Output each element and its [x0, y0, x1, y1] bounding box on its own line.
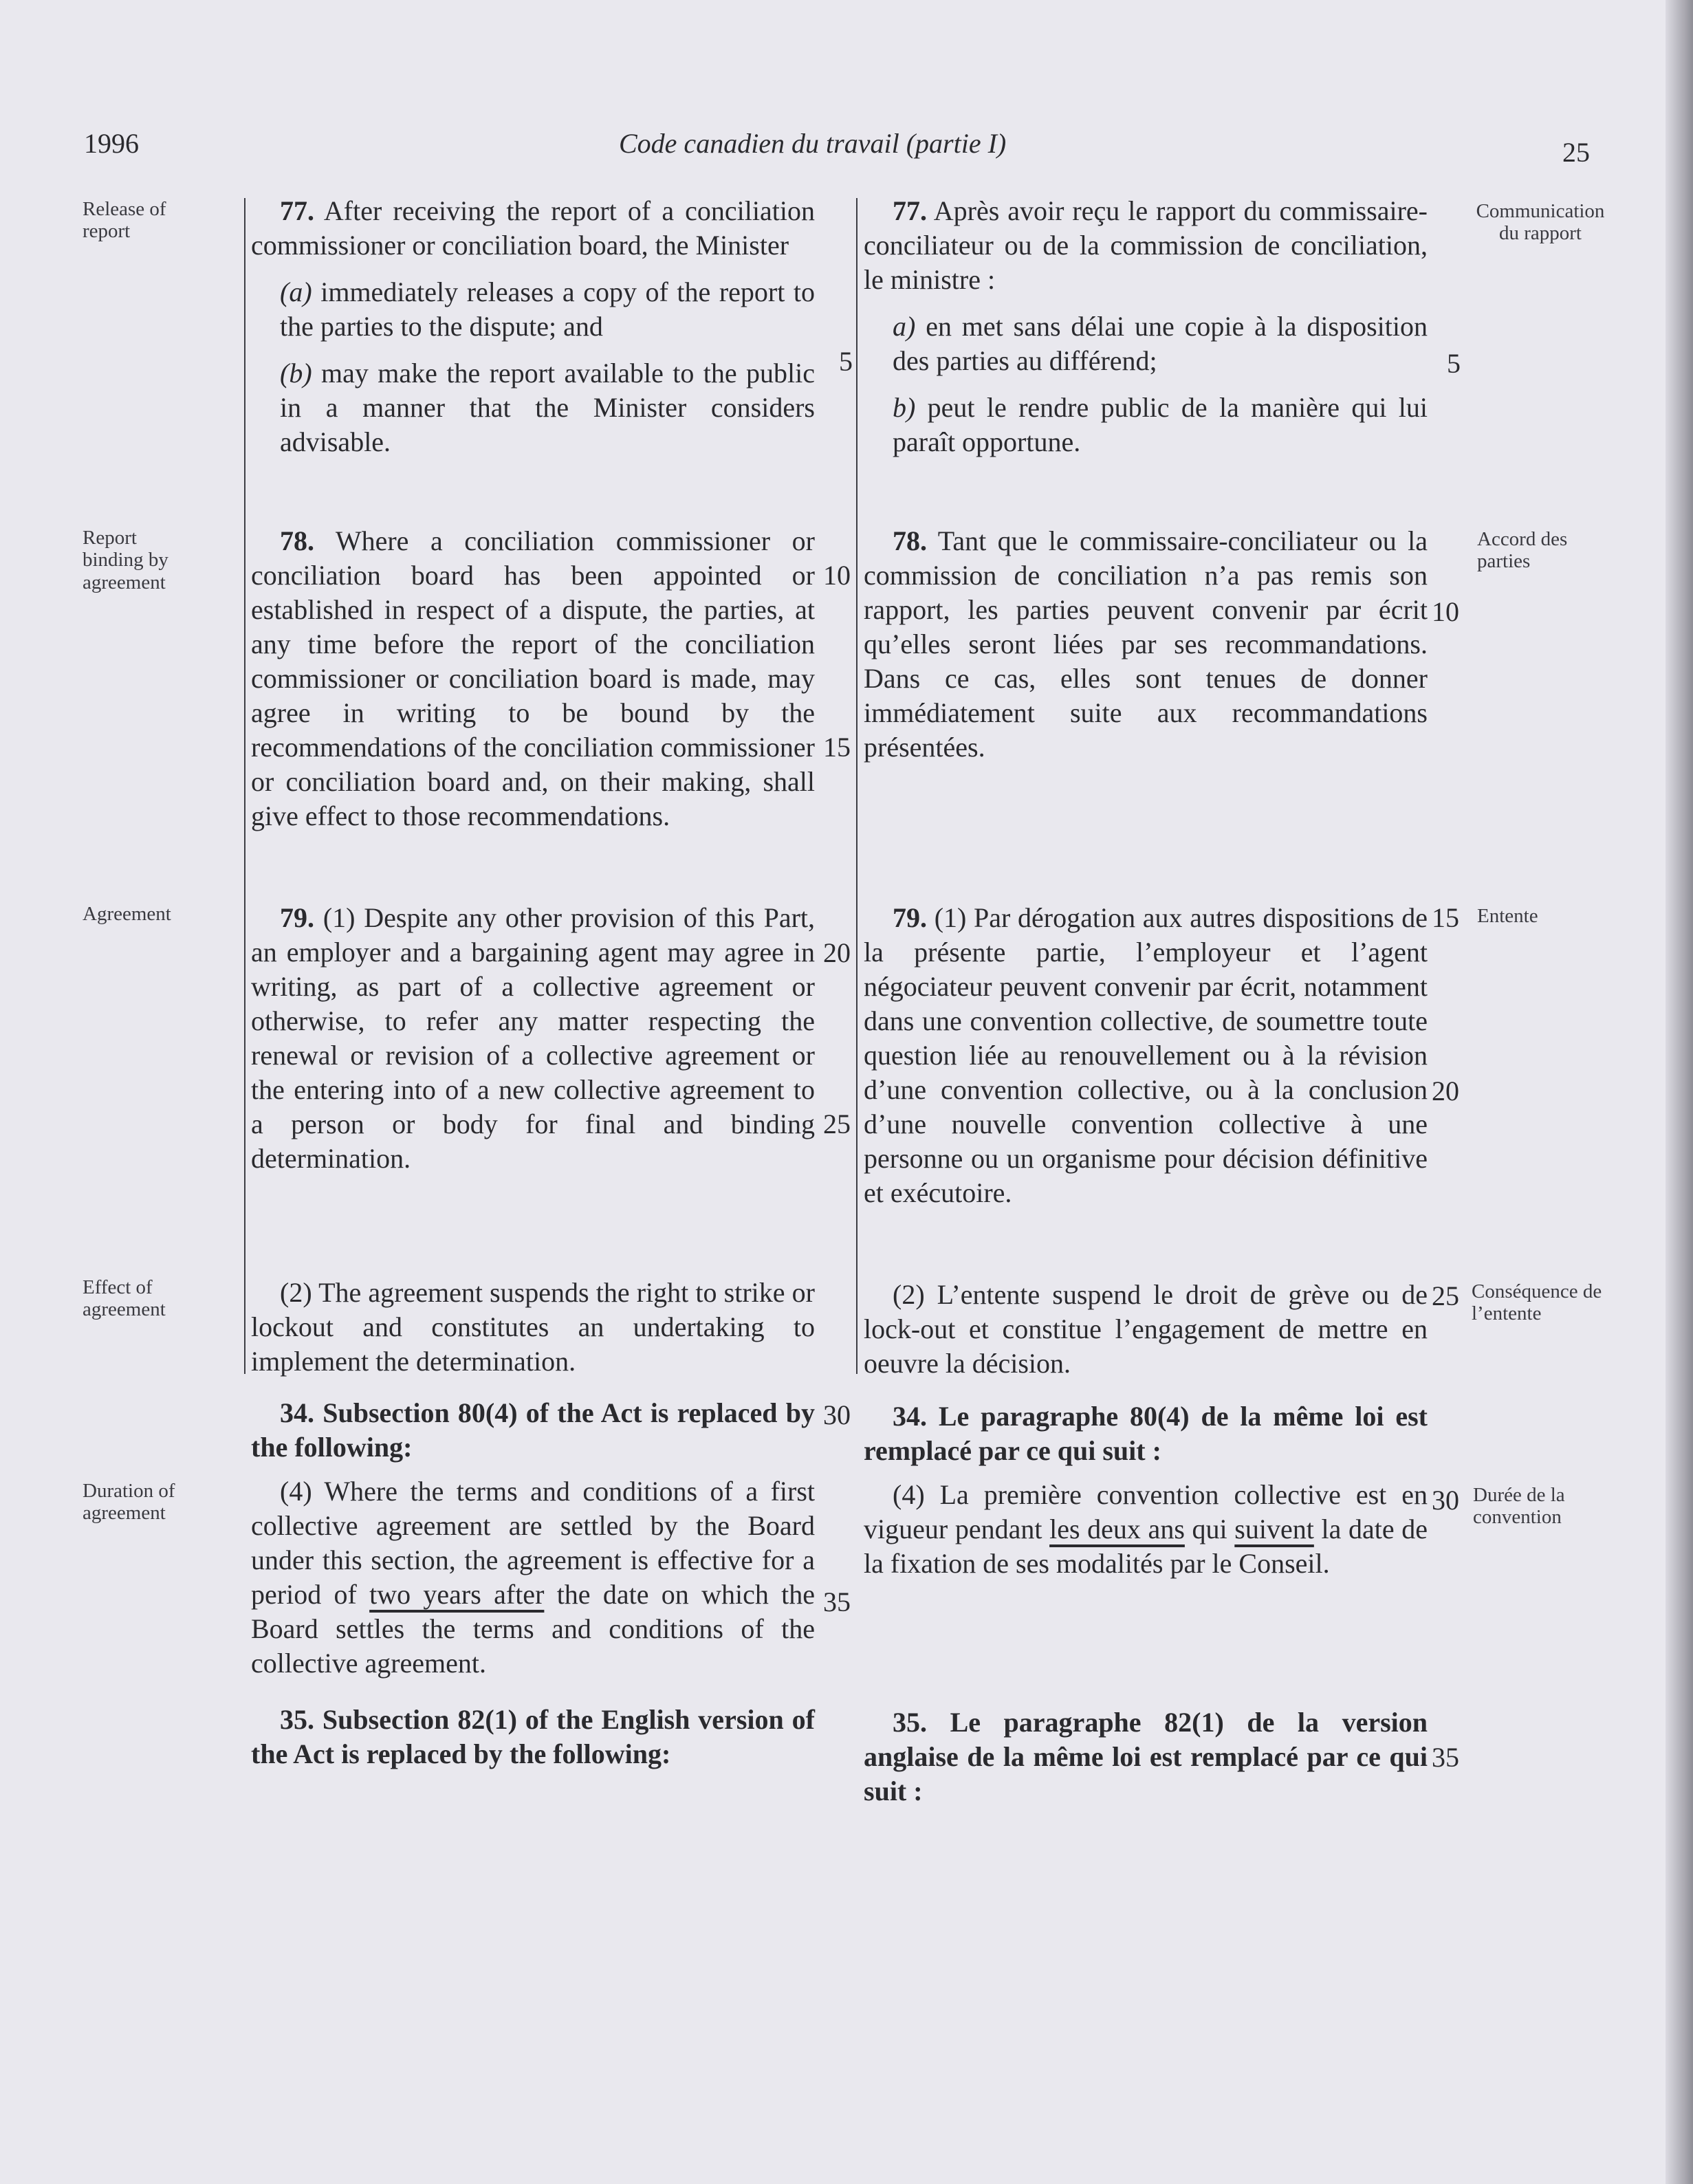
line-number: 20: [1432, 1075, 1459, 1106]
paragraph-label: a): [893, 311, 916, 342]
line-number: 10: [823, 560, 851, 591]
margin-note-duration-of-agreement: Duration of agreement: [83, 1480, 175, 1525]
english-section-78: [251, 524, 815, 833]
section-text: the date on which the Board settles the terms and conditions of the collective agreement.: [251, 1579, 816, 1679]
paragraph-text: may make the report available to the public in a manner that the Minister considers advisable.: [280, 358, 816, 457]
section-text: Après avoir reçu le rapport du commissaire-conciliateur ou de la commission de conciliation, le ministre :: [864, 195, 1428, 295]
section-text: (4) La première convention collective est en vigueur pendant: [864, 1479, 1428, 1544]
section-text: qui: [1184, 1514, 1235, 1544]
header-title: Code canadien du travail (partie I): [619, 128, 1007, 159]
line-number: 30: [823, 1399, 851, 1430]
margin-note-entente: Entente: [1477, 905, 1538, 927]
english-section-79: [251, 901, 815, 1176]
line-number: 15: [1432, 902, 1459, 933]
paragraph-text: peut le rendre public de la manière qui lui paraît opportune.: [893, 392, 1428, 457]
english-clause-34: [251, 1396, 815, 1681]
underlined-text: two years after: [369, 1579, 545, 1610]
line-number: 15: [823, 732, 851, 763]
page-number: 25: [1562, 137, 1590, 168]
margin-note-agreement: Agreement: [83, 903, 171, 925]
clause-heading: 34. Le paragraphe 80(4) de la même loi est remplacé par ce qui suit :: [864, 1401, 1428, 1466]
french-section-79: [864, 901, 1428, 1210]
clause-heading: 35. Le paragraphe 82(1) de la version anglaise de la même loi est remplacé par ce qui suit :: [864, 1707, 1428, 1806]
column-rule-center: [856, 198, 858, 1374]
page-edge-shadow: [1665, 0, 1693, 2184]
french-clause-35: [864, 1705, 1428, 1809]
section-text: After receiving the report of a conciliation commissioner or conciliation board, the Minister: [251, 195, 816, 261]
margin-note-communication-du-rapport: Communication du rapport: [1476, 200, 1605, 245]
english-section-79-2: [251, 1276, 815, 1379]
french-section-79-2: [864, 1278, 1428, 1381]
margin-note-consequence-de-l-entente: Conséquence de l’entente: [1472, 1280, 1602, 1325]
section-number: 77.: [893, 195, 927, 226]
header-year: 1996: [84, 128, 139, 159]
line-number: 5: [1447, 348, 1461, 379]
section-text: (4) Where the terms and conditions of a first collective agreement are settled by the Board under this section, the agreement is effective for a period of: [251, 1476, 815, 1610]
section-text: Tant que le commissaire-conciliateur ou la commission de conciliation n’a pas remis son rapport, les parties peuvent convenir par écrit qu’elles seront liées par ses recommandations. Dans ce cas, elles sont tenues de donner immédiatement suite aux recommandations présentées.: [864, 525, 1428, 763]
margin-note-report-binding: Report binding by agreement: [83, 527, 168, 593]
section-number: 78.: [893, 525, 927, 556]
english-clause-35: [251, 1703, 815, 1771]
line-number: 25: [823, 1109, 851, 1139]
line-number: 30: [1432, 1485, 1459, 1516]
french-clause-34: [864, 1399, 1428, 1581]
section-text: (1) Despite any other provision of this Part, an employer and a bargaining agent may agree in writing, as part of a collective agreement or otherwise, to refer any matter respecting the renewal or revision of a collective agreement or the entering into of a new collective agreement to a person or body for final and binding determination.: [251, 902, 815, 1174]
margin-note-release-of-report: Release of report: [83, 198, 166, 243]
section-text: (2) L’entente suspend le droit de grève ou de lock-out et constitue l’engagement de mettre en oeuvre la décision.: [864, 1279, 1428, 1379]
line-number: 35: [1432, 1742, 1459, 1773]
section-number: 79.: [893, 902, 927, 933]
section-text: Where a conciliation commissioner or conciliation board has been appointed or established in respect of a dispute, the parties, at any time before the report of the conciliation commissioner or conciliation board is made, may agree in writing to be bound by the recommendations of the conciliation commissioner or conciliation board and, on their making, shall give effect to those recommendations.: [251, 525, 815, 831]
section-text: (1) Par dérogation aux autres dispositions de la présente partie, l’employeur et l’agent négociateur peuvent convenir par écrit, notamment dans une convention collective, de soumettre toute question liée au renouvellement ou à la révision d’une convention collective, ou à la conclusion d’une nouvelle convention collective à une personne ou un organisme pour décision définitive et exécutoire.: [864, 902, 1428, 1208]
section-number: 77.: [280, 195, 314, 226]
section-number: 79.: [280, 902, 314, 933]
line-number: 35: [823, 1586, 851, 1617]
paragraph-label: b): [893, 392, 916, 423]
paragraph-text: en met sans délai une copie à la disposition des parties au différend;: [893, 311, 1428, 376]
clause-heading: 34. Subsection 80(4) of the Act is replaced by the following:: [251, 1397, 815, 1463]
english-section-77: [251, 194, 815, 459]
clause-heading: 35. Subsection 82(1) of the English version of the Act is replaced by the following:: [251, 1704, 815, 1769]
section-text: la date de la fixation de ses modalités par le Conseil.: [864, 1514, 1428, 1579]
paragraph-label: (b): [280, 358, 312, 389]
line-number: 5: [839, 346, 853, 377]
paragraph-text: immediately releases a copy of the report to the parties to the dispute; and: [280, 276, 816, 342]
line-number: 10: [1432, 596, 1459, 627]
underlined-text: suivent: [1234, 1514, 1314, 1544]
section-text: (2) The agreement suspends the right to strike or lockout and constitutes an undertaking to implement the determination.: [251, 1277, 815, 1377]
paragraph-label: (a): [280, 276, 312, 307]
margin-note-accord-des-parties: Accord des parties: [1477, 528, 1568, 573]
section-number: 78.: [280, 525, 314, 556]
underlined-text: les deux ans: [1049, 1514, 1185, 1544]
french-section-78: [864, 524, 1428, 765]
margin-note-duree-de-la-convention: Durée de la convention: [1473, 1484, 1565, 1529]
line-number: 20: [823, 937, 851, 968]
line-number: 25: [1432, 1280, 1459, 1311]
column-rule-left: [244, 198, 245, 1374]
french-section-77: [864, 194, 1428, 459]
margin-note-effect-of-agreement: Effect of agreement: [83, 1276, 166, 1321]
